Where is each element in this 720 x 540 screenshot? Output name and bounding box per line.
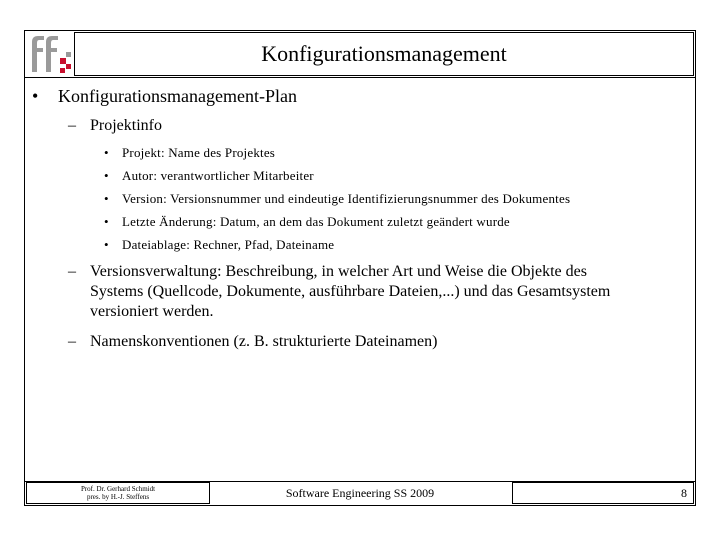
sub-bullet-text-line: Versionsverwaltung: Beschreibung, in welcher Art und Weise die Objekte des bbox=[90, 263, 587, 280]
list-item bbox=[104, 214, 688, 229]
sub-bullet-namenskonventionen bbox=[68, 332, 688, 352]
sub-bullet-versionsverwaltung bbox=[68, 262, 688, 322]
footer-author bbox=[26, 482, 210, 504]
sub-bullet-text: Projektinfo bbox=[90, 117, 162, 134]
bullet-marker: • bbox=[104, 191, 109, 206]
university-logo-icon bbox=[26, 32, 72, 76]
dash-marker: – bbox=[68, 333, 76, 350]
list-item-text: Dateiablage: Rechner, Pfad, Dateiname bbox=[122, 237, 335, 252]
title-divider bbox=[24, 77, 696, 78]
dash-marker: – bbox=[68, 263, 76, 280]
list-item bbox=[104, 168, 688, 183]
sub-bullet-text-line: Systems (Quellcode, Dokumente, ausführbare Dateien,...) und das Gesamtsystem bbox=[90, 283, 611, 300]
main-bullet-text: Konfigurationsmanagement-Plan bbox=[58, 86, 297, 106]
sub-bullet-text-line: versioniert werden. bbox=[90, 303, 214, 320]
title-box bbox=[74, 32, 694, 76]
list-item bbox=[104, 145, 688, 160]
footer-author-line: pres. by H.-J. Steffens bbox=[86, 493, 150, 501]
dash-marker: – bbox=[68, 117, 76, 134]
page-title: Konfigurationsmanagement bbox=[261, 41, 507, 66]
main-bullet bbox=[28, 84, 688, 108]
footer-author-line: Prof. Dr. Gerhard Schmidt bbox=[80, 485, 156, 493]
bullet-marker: • bbox=[32, 86, 39, 106]
list-item bbox=[104, 191, 688, 206]
footer-course bbox=[212, 482, 508, 504]
footer-page-number bbox=[512, 482, 694, 504]
list-item-text: Version: Versionsnummer und eindeutige Identifizierungsnummer des Dokumentes bbox=[122, 191, 571, 206]
bullet-marker: • bbox=[104, 145, 109, 160]
list-item-text: Letzte Änderung: Datum, an dem das Dokument zuletzt geändert wurde bbox=[122, 214, 510, 229]
sub-bullet-projektinfo bbox=[68, 116, 688, 136]
bullet-marker: • bbox=[104, 214, 109, 229]
bullet-marker: • bbox=[104, 237, 109, 252]
footer-course-text: Software Engineering SS 2009 bbox=[285, 485, 435, 500]
list-item-text: Projekt: Name des Projektes bbox=[122, 145, 276, 160]
list-item-text: Autor: verantwortlicher Mitarbeiter bbox=[122, 168, 314, 183]
bullet-marker: • bbox=[104, 168, 109, 183]
page-number: 8 bbox=[681, 485, 687, 500]
slide-content bbox=[28, 84, 688, 352]
list-item bbox=[104, 237, 688, 252]
sub-bullet-text: Namenskonventionen (z. B. strukturierte Dateinamen) bbox=[90, 333, 438, 350]
